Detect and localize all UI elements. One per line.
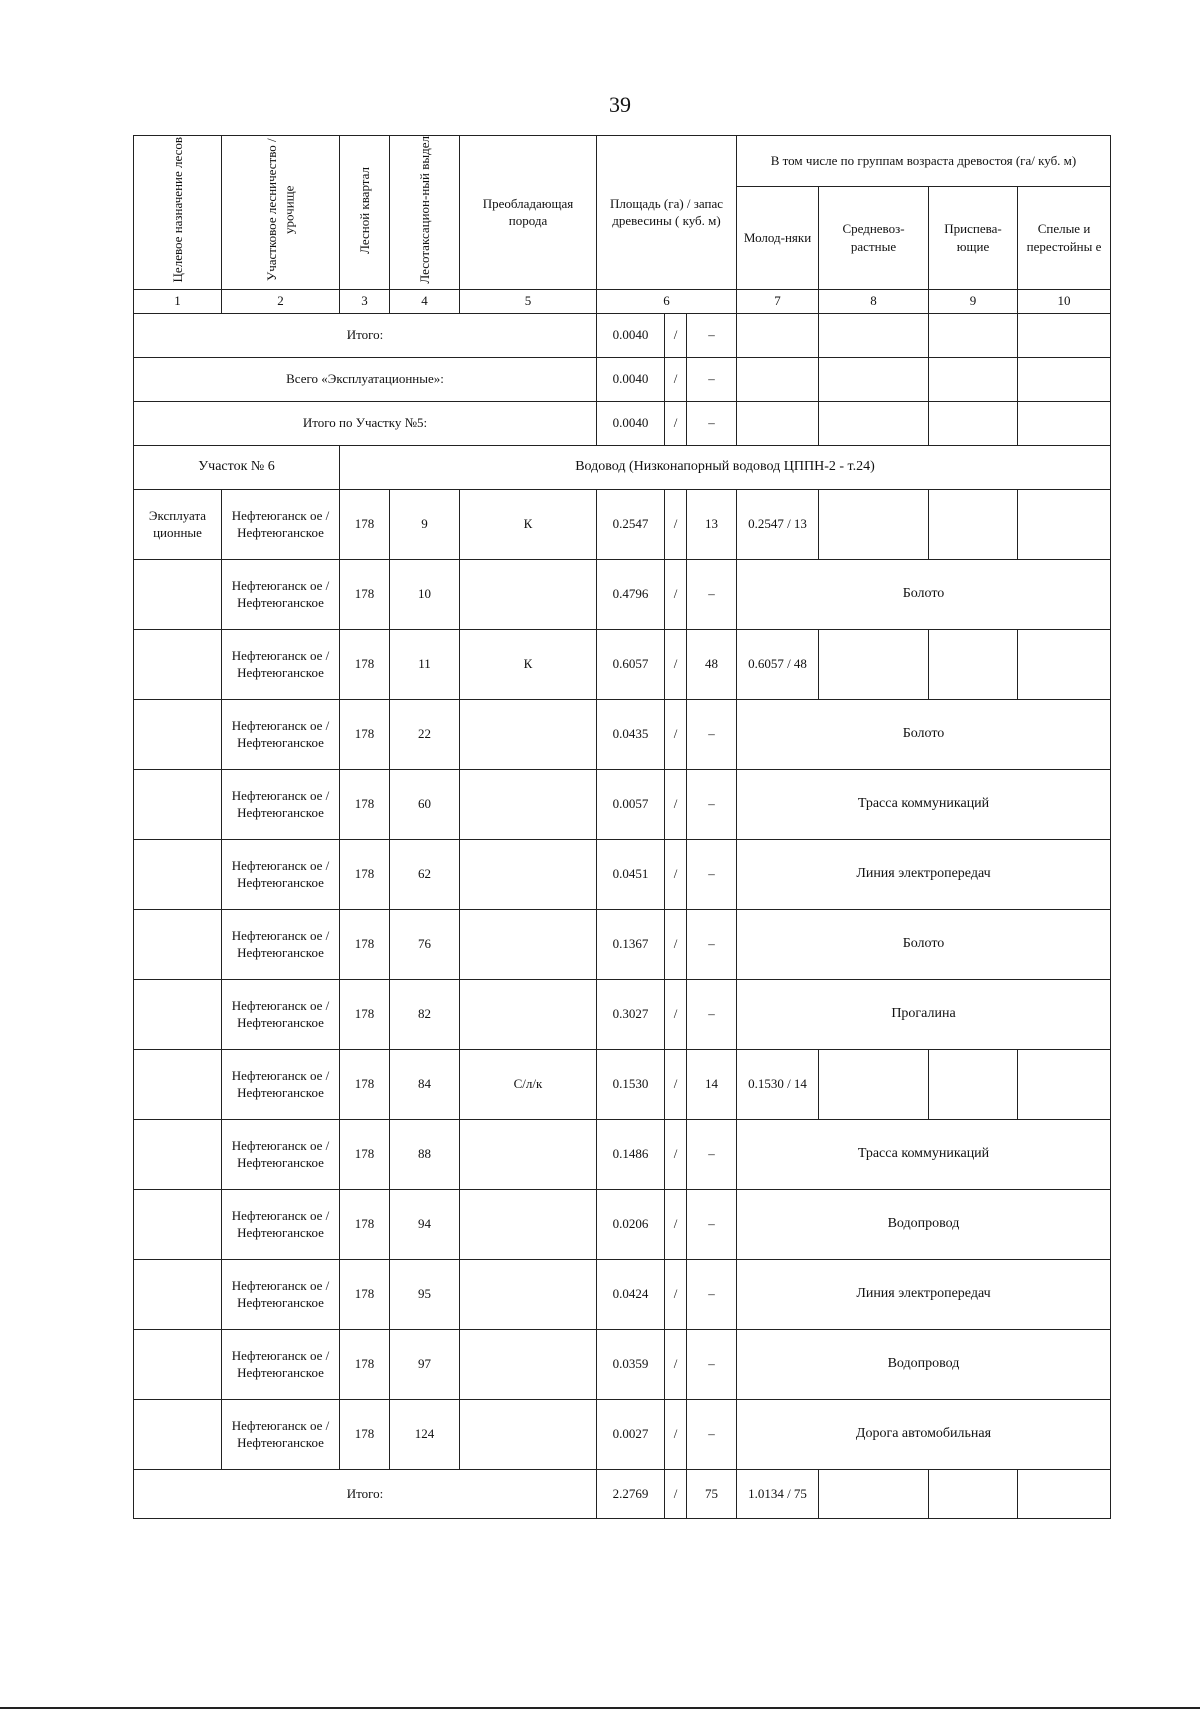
- purpose-cell: [134, 1119, 222, 1189]
- stock-value: –: [687, 1329, 737, 1399]
- forestry-cell: Нефтеюганск ое / Нефтеюганское: [222, 839, 340, 909]
- stock-value: –: [687, 313, 737, 357]
- age-group-cell: [819, 489, 929, 559]
- stock-value: –: [687, 1189, 737, 1259]
- vydel-cell: 76: [390, 909, 460, 979]
- area-value: 0.0027: [597, 1399, 665, 1469]
- forestry-cell: Нефтеюганск ое / Нефтеюганское: [222, 1399, 340, 1469]
- land-category-note: Линия электропередач: [737, 1259, 1111, 1329]
- age-group-cell: [737, 357, 819, 401]
- summary-label: Всего «Эксплуатационные»:: [134, 357, 597, 401]
- purpose-cell: [134, 1399, 222, 1469]
- age-group-cell: [819, 357, 929, 401]
- area-separator: /: [665, 1399, 687, 1469]
- forestry-cell: Нефтеюганск ое / Нефтеюганское: [222, 489, 340, 559]
- area-value: 0.6057: [597, 629, 665, 699]
- area-value: 0.3027: [597, 979, 665, 1049]
- age-group-cell: [1018, 401, 1111, 445]
- table-row: [134, 1399, 1111, 1469]
- forestry-cell: Нефтеюганск ое / Нефтеюганское: [222, 559, 340, 629]
- quarter-cell: 178: [340, 1259, 390, 1329]
- vydel-cell: 94: [390, 1189, 460, 1259]
- stock-value: –: [687, 839, 737, 909]
- summary-label: Итого:: [134, 313, 597, 357]
- stock-value: –: [687, 769, 737, 839]
- forestry-cell: Нефтеюганск ое / Нефтеюганское: [222, 979, 340, 1049]
- table-row: [134, 1189, 1111, 1259]
- column-number: 10: [1018, 289, 1111, 313]
- age-group-cell: [819, 1469, 929, 1518]
- purpose-cell: [134, 559, 222, 629]
- area-value: 0.0451: [597, 839, 665, 909]
- species-cell: [460, 1259, 597, 1329]
- area-separator: /: [665, 1189, 687, 1259]
- header-young: Молод-няки: [737, 187, 819, 289]
- land-category-note: Болото: [737, 559, 1111, 629]
- summary-label: Итого по Участку №5:: [134, 401, 597, 445]
- stock-value: 14: [687, 1049, 737, 1119]
- purpose-cell: [134, 1189, 222, 1259]
- land-category-note: Трасса коммуникаций: [737, 769, 1111, 839]
- table-row: [134, 629, 1111, 699]
- area-value: 0.1486: [597, 1119, 665, 1189]
- area-separator: /: [665, 909, 687, 979]
- area-value: 0.0424: [597, 1259, 665, 1329]
- forestry-cell: Нефтеюганск ое / Нефтеюганское: [222, 769, 340, 839]
- purpose-cell: [134, 979, 222, 1049]
- quarter-cell: 178: [340, 1189, 390, 1259]
- column-number: 7: [737, 289, 819, 313]
- section-label: Участок № 6: [134, 445, 340, 489]
- table-row: [134, 559, 1111, 629]
- area-value: 0.0040: [597, 401, 665, 445]
- species-cell: К: [460, 629, 597, 699]
- quarter-cell: 178: [340, 909, 390, 979]
- area-value: 0.0040: [597, 357, 665, 401]
- age-group-cell: [929, 313, 1018, 357]
- species-cell: С/л/к: [460, 1049, 597, 1119]
- forestry-cell: Нефтеюганск ое / Нефтеюганское: [222, 1189, 340, 1259]
- header-area: Площадь (га) / запас древесины ( куб. м): [597, 136, 737, 290]
- stock-value: –: [687, 1119, 737, 1189]
- forestry-cell: Нефтеюганск ое / Нефтеюганское: [222, 1259, 340, 1329]
- area-separator: /: [665, 1049, 687, 1119]
- species-cell: [460, 1189, 597, 1259]
- area-separator: /: [665, 629, 687, 699]
- species-cell: К: [460, 489, 597, 559]
- purpose-cell: [134, 1329, 222, 1399]
- age-group-cell: [929, 1049, 1018, 1119]
- vydel-cell: 95: [390, 1259, 460, 1329]
- area-value: 0.0040: [597, 313, 665, 357]
- vydel-cell: 9: [390, 489, 460, 559]
- forest-table: [133, 135, 1111, 1519]
- species-cell: [460, 559, 597, 629]
- vydel-cell: 11: [390, 629, 460, 699]
- vydel-cell: 88: [390, 1119, 460, 1189]
- summary-row: [134, 313, 1111, 357]
- stock-value: 75: [687, 1469, 737, 1518]
- area-separator: /: [665, 1259, 687, 1329]
- area-value: 0.2547: [597, 489, 665, 559]
- stock-value: –: [687, 401, 737, 445]
- vydel-cell: 10: [390, 559, 460, 629]
- vydel-cell: 62: [390, 839, 460, 909]
- purpose-cell: [134, 769, 222, 839]
- purpose-cell: [134, 1259, 222, 1329]
- forestry-cell: Нефтеюганск ое / Нефтеюганское: [222, 1119, 340, 1189]
- age-group-cell: [819, 313, 929, 357]
- stock-value: –: [687, 357, 737, 401]
- header-vydel: Лесотаксацион-ный выдел: [390, 136, 460, 290]
- age-group-cell: [819, 1049, 929, 1119]
- column-number: 6: [597, 289, 737, 313]
- area-separator: /: [665, 1329, 687, 1399]
- purpose-cell: [134, 629, 222, 699]
- forestry-cell: Нефтеюганск ое / Нефтеюганское: [222, 629, 340, 699]
- header-quarter: Лесной квартал: [340, 136, 390, 290]
- species-cell: [460, 699, 597, 769]
- area-separator: /: [665, 1119, 687, 1189]
- quarter-cell: 178: [340, 979, 390, 1049]
- area-separator: /: [665, 769, 687, 839]
- young-stand-cell: 0.6057 / 48: [737, 629, 819, 699]
- section-title: Водовод (Низконапорный водовод ЦППН-2 - т.24): [340, 445, 1111, 489]
- area-separator: /: [665, 699, 687, 769]
- quarter-cell: 178: [340, 1049, 390, 1119]
- header-maturing: Приспева-ющие: [929, 187, 1018, 289]
- header-mature: Спелые и перестойны е: [1018, 187, 1111, 289]
- species-cell: [460, 1329, 597, 1399]
- quarter-cell: 178: [340, 629, 390, 699]
- land-category-note: Прогалина: [737, 979, 1111, 1049]
- table-row: [134, 839, 1111, 909]
- land-category-note: Трасса коммуникаций: [737, 1119, 1111, 1189]
- section-row: [134, 445, 1111, 489]
- column-number: 2: [222, 289, 340, 313]
- vydel-cell: 60: [390, 769, 460, 839]
- area-value: 0.0359: [597, 1329, 665, 1399]
- land-category-note: Болото: [737, 699, 1111, 769]
- column-number: 8: [819, 289, 929, 313]
- summary-label: Итого:: [134, 1469, 597, 1518]
- final-total-row: [134, 1469, 1111, 1518]
- stock-value: 48: [687, 629, 737, 699]
- header-age-groups: В том числе по группам возраста древостоя (га/ куб. м): [737, 136, 1111, 187]
- column-number: 4: [390, 289, 460, 313]
- species-cell: [460, 909, 597, 979]
- stock-value: –: [687, 699, 737, 769]
- area-separator: /: [665, 979, 687, 1049]
- age-group-cell: [1018, 489, 1111, 559]
- species-cell: [460, 1399, 597, 1469]
- stock-value: –: [687, 559, 737, 629]
- table-row: [134, 909, 1111, 979]
- age-group-cell: [1018, 357, 1111, 401]
- area-separator: /: [665, 839, 687, 909]
- vydel-cell: 124: [390, 1399, 460, 1469]
- column-number: 3: [340, 289, 390, 313]
- age-group-cell: [819, 629, 929, 699]
- young-stand-cell: 0.2547 / 13: [737, 489, 819, 559]
- species-cell: [460, 769, 597, 839]
- young-stand-cell: 1.0134 / 75: [737, 1469, 819, 1518]
- table-row: [134, 699, 1111, 769]
- age-group-cell: [929, 489, 1018, 559]
- table-row: [134, 769, 1111, 839]
- quarter-cell: 178: [340, 769, 390, 839]
- quarter-cell: 178: [340, 1399, 390, 1469]
- purpose-cell: [134, 909, 222, 979]
- species-cell: [460, 1119, 597, 1189]
- land-category-note: Дорога автомобильная: [737, 1399, 1111, 1469]
- quarter-cell: 178: [340, 699, 390, 769]
- area-separator: /: [665, 559, 687, 629]
- quarter-cell: 178: [340, 559, 390, 629]
- area-separator: /: [665, 357, 687, 401]
- forestry-cell: Нефтеюганск ое / Нефтеюганское: [222, 909, 340, 979]
- table-row: [134, 979, 1111, 1049]
- age-group-cell: [929, 401, 1018, 445]
- age-group-cell: [929, 629, 1018, 699]
- age-group-cell: [1018, 629, 1111, 699]
- header-forestry: Участковое лесничество / урочище: [222, 136, 340, 290]
- area-separator: /: [665, 489, 687, 559]
- purpose-cell: [134, 1049, 222, 1119]
- table-row: [134, 1259, 1111, 1329]
- age-group-cell: [929, 357, 1018, 401]
- stock-value: 13: [687, 489, 737, 559]
- quarter-cell: 178: [340, 489, 390, 559]
- table-row: [134, 1119, 1111, 1189]
- age-group-cell: [929, 1469, 1018, 1518]
- vydel-cell: 82: [390, 979, 460, 1049]
- table-row: [134, 1329, 1111, 1399]
- forestry-cell: Нефтеюганск ое / Нефтеюганское: [222, 699, 340, 769]
- purpose-cell: [134, 699, 222, 769]
- stock-value: –: [687, 909, 737, 979]
- forestry-cell: Нефтеюганск ое / Нефтеюганское: [222, 1049, 340, 1119]
- age-group-cell: [1018, 1049, 1111, 1119]
- summary-row: [134, 357, 1111, 401]
- purpose-cell: Эксплуата ционные: [134, 489, 222, 559]
- area-value: 0.0435: [597, 699, 665, 769]
- quarter-cell: 178: [340, 1329, 390, 1399]
- vydel-cell: 97: [390, 1329, 460, 1399]
- age-group-cell: [1018, 313, 1111, 357]
- age-group-cell: [819, 401, 929, 445]
- scan-bottom-line: [0, 1707, 1200, 1709]
- column-number: 1: [134, 289, 222, 313]
- land-category-note: Болото: [737, 909, 1111, 979]
- area-value: 0.0057: [597, 769, 665, 839]
- age-group-cell: [1018, 1469, 1111, 1518]
- column-numbers-row: [134, 289, 1111, 313]
- header-species: Преобладающая порода: [460, 136, 597, 290]
- summary-row: [134, 401, 1111, 445]
- header-middle-aged: Средневоз-растные: [819, 187, 929, 289]
- area-separator: /: [665, 313, 687, 357]
- quarter-cell: 178: [340, 839, 390, 909]
- vydel-cell: 22: [390, 699, 460, 769]
- land-category-note: Водопровод: [737, 1189, 1111, 1259]
- stock-value: –: [687, 1399, 737, 1469]
- land-category-note: Линия электропередач: [737, 839, 1111, 909]
- species-cell: [460, 839, 597, 909]
- land-category-note: Водопровод: [737, 1329, 1111, 1399]
- young-stand-cell: 0.1530 / 14: [737, 1049, 819, 1119]
- forestry-cell: Нефтеюганск ое / Нефтеюганское: [222, 1329, 340, 1399]
- species-cell: [460, 979, 597, 1049]
- age-group-cell: [737, 401, 819, 445]
- area-value: 0.4796: [597, 559, 665, 629]
- stock-value: –: [687, 979, 737, 1049]
- column-number: 9: [929, 289, 1018, 313]
- area-separator: /: [665, 401, 687, 445]
- page-number: 39: [609, 92, 631, 117]
- area-value: 0.1367: [597, 909, 665, 979]
- header-row: [134, 136, 1111, 187]
- table-row: [134, 489, 1111, 559]
- area-value: 0.0206: [597, 1189, 665, 1259]
- header-purpose: Целевое назначение лесов: [134, 136, 222, 290]
- area-value: 0.1530: [597, 1049, 665, 1119]
- stock-value: –: [687, 1259, 737, 1329]
- area-separator: /: [665, 1469, 687, 1518]
- column-number: 5: [460, 289, 597, 313]
- age-group-cell: [737, 313, 819, 357]
- area-value: 2.2769: [597, 1469, 665, 1518]
- purpose-cell: [134, 839, 222, 909]
- quarter-cell: 178: [340, 1119, 390, 1189]
- table-row: [134, 1049, 1111, 1119]
- vydel-cell: 84: [390, 1049, 460, 1119]
